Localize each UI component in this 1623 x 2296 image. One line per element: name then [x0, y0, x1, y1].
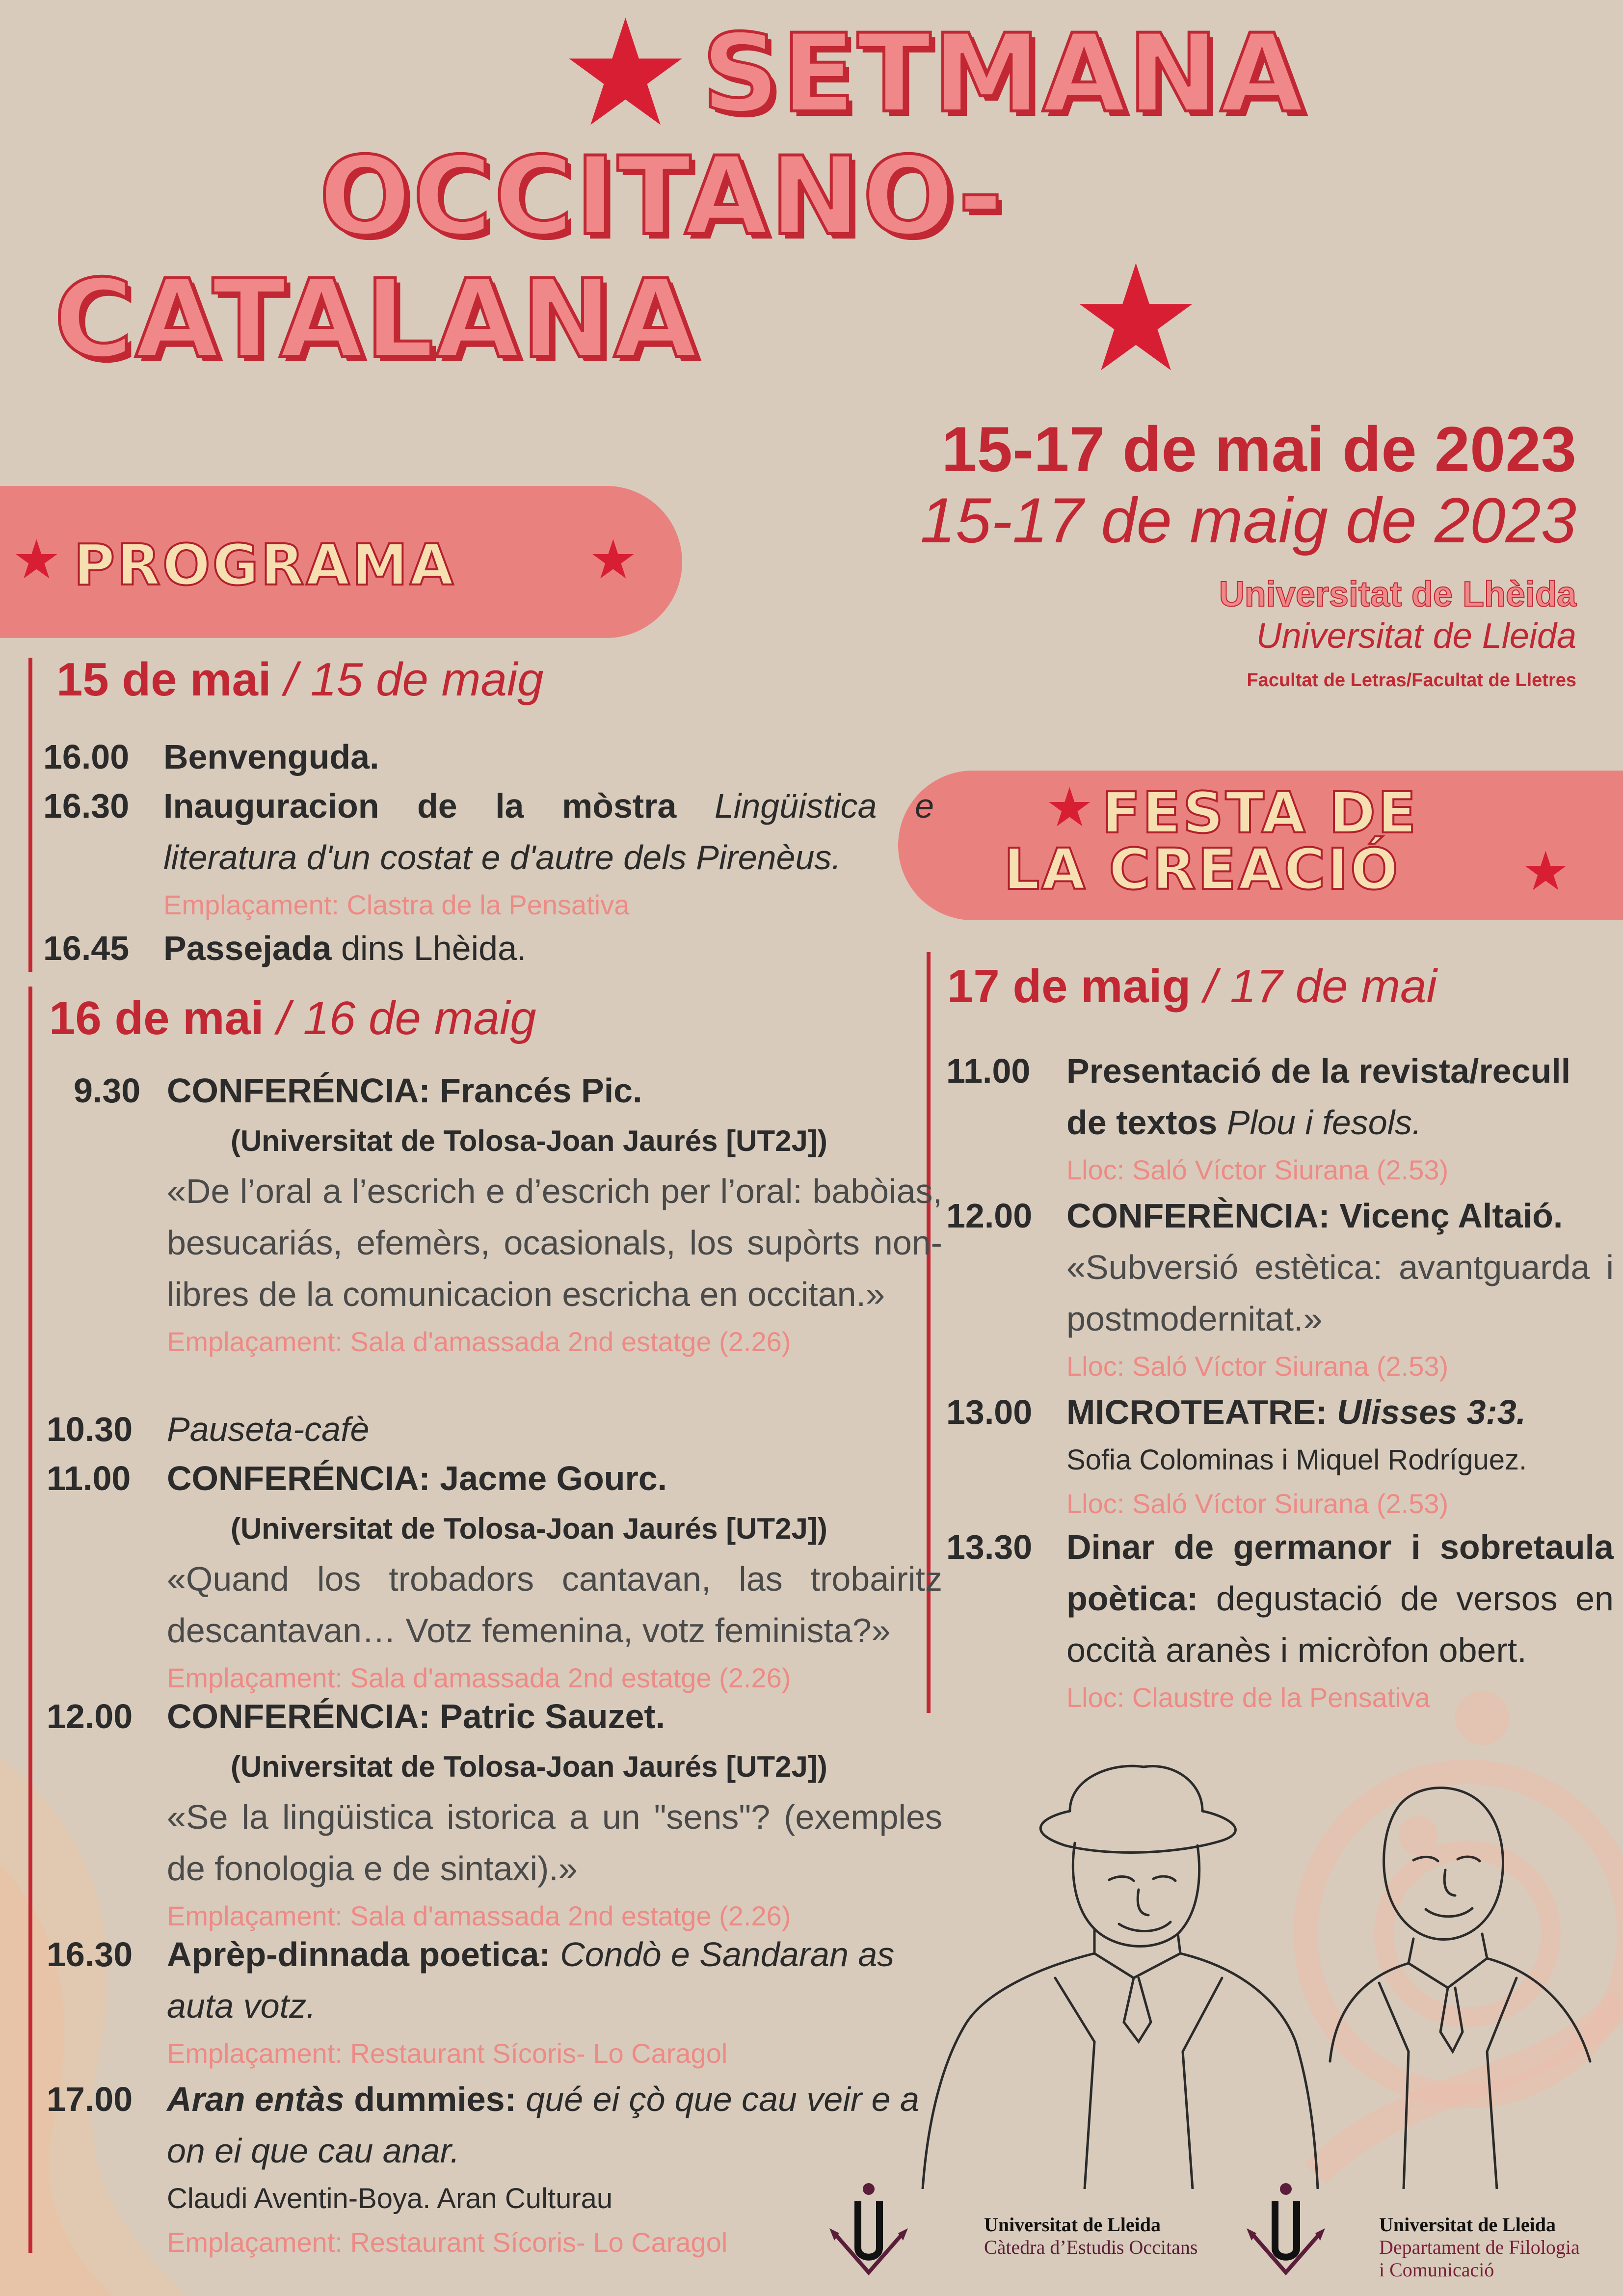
location: Lloc: Saló Víctor Siurana (2.53) [1066, 1154, 1449, 1185]
star-icon: ★ [1070, 233, 1202, 404]
location: Lloc: Saló Víctor Siurana (2.53) [1066, 1351, 1449, 1382]
faculty: Facultat de Letras/Facultat de Lletres [1247, 670, 1576, 691]
dates-occitan: 15-17 de mai de 2023 [941, 413, 1576, 485]
university-catalan: Universitat de Lleida [1256, 616, 1576, 656]
location: Lloc: Saló Víctor Siurana (2.53) [1066, 1488, 1449, 1519]
day3-event-1: 11.00 Presentació de la revista/recull de textos Plou i fesols. Lloc: Saló Víctor Siurana (2.53) [946, 1045, 1614, 1193]
location: Emplaçament: Sala d'amassada 2nd estatge (2.26) [167, 1326, 791, 1357]
day2-event-4: 12.00 CONFERÉNCIA: Patric Sauzet. (Universitat de Tolosa-Joan Jaurés [UT2J]) «Se la lingüistica istorica a un "sens"? (exemples de fonologia e de sintaxi).» Emplaçament: Sala d'amassada 2nd estatge (2.26) [47, 1691, 901, 1931]
day3-event-4: 13.30 Dinar de germanor i sobretaula poètica: degustació de versos en occità aranès i micròfon obert. Lloc: Claustre de la Pensativa [946, 1522, 1614, 1728]
logo-right-text: Universitat de Lleida Departament de Filologia i Comunicació [1379, 2214, 1580, 2281]
star-icon: ★ [559, 0, 692, 159]
dates-catalan: 15-17 de maig de 2023 [920, 484, 1576, 556]
location: Emplaçament: Sala d'amassada 2nd estatge (2.26) [167, 1900, 791, 1931]
location: Emplaçament: Restaurant Sícoris- Lo Caragol [167, 2038, 728, 2069]
star-icon: ★ [1045, 776, 1094, 839]
location: Lloc: Claustre de la Pensativa [1066, 1682, 1430, 1713]
location: Emplaçament: Restaurant Sícoris- Lo Caragol [167, 2227, 728, 2258]
university-logo-icon [1247, 2179, 1325, 2277]
title-line-1: SETMANA [702, 11, 1306, 136]
location: Emplaçament: Clastra de la Pensativa [163, 889, 630, 920]
day2-event-1: 9.30 CONFERÉNCIA: Francés Pic. (Universitat de Tolosa-Joan Jaurés [UT2J]) «De l’oral a l’escrich e d’escrich per l’oral: babòias, besucariás, efemèrs, ocasionals, los supòrts non-libres de la comunicacion escricha en occitan.» Emplaçament: Sala d'amassada 2nd estatge (2.26) [47, 1065, 901, 1404]
festa-label-line-2: LA CREACIÓ [1004, 837, 1400, 903]
day1-divider [28, 658, 32, 972]
title-line-3: CATALANA [54, 256, 699, 382]
day1-event-3: 16.45 Passejada dins Lhèida. [43, 929, 527, 967]
star-icon: ★ [589, 528, 638, 591]
day2-divider [28, 987, 32, 2253]
star-icon: ★ [12, 528, 61, 591]
programa-label: PROGRAMA [74, 533, 455, 598]
logo-left-text: Universitat de Lleida Càtedra d’Estudis Occitans [984, 2214, 1198, 2258]
day2-event-2: 10.30 Pauseta-cafè [47, 1410, 370, 1448]
day2-heading: 16 de mai / 16 de maig [49, 992, 536, 1044]
day2-event-6: 17.00 Aran entàs dummies: qué ei çò que cau veir e a on ei que cau anar. Claudi Aventin-Boya. Aran Culturau Emplaçament: Restaurant Sícoris- Lo Caragol [47, 2074, 901, 2270]
location: Emplaçament: Sala d'amassada 2nd estatge (2.26) [167, 1662, 791, 1693]
day1-event-1: 16.00 Benvenguda. [43, 738, 379, 776]
day3-heading: 17 de maig / 17 de mai [947, 960, 1437, 1013]
title-line-2: OCCITANO- [319, 133, 1005, 259]
day3-event-3: 13.00 MICROTEATRE: Ulisses 3:3. Sofia Colominas i Miquel Rodríguez. Lloc: Saló Víctor Siurana (2.53) [946, 1387, 1614, 1529]
day1-heading: 15 de mai / 15 de maig [56, 653, 544, 706]
portrait-illustration [908, 1747, 1615, 2189]
day2-event-3: 11.00 CONFERÉNCIA: Jacme Gourc. (Universitat de Tolosa-Joan Jaurés [UT2J]) «Quand los trobadors cantavan, las trobairitz descantavan… Votz femenina, votz feminista?» Emplaçament: Sala d'amassada 2nd estatge (2.26) [47, 1453, 901, 1693]
university-occitan: Universitat de Lhèida [1219, 575, 1576, 614]
university-logo-icon [829, 2179, 908, 2277]
day3-event-2: 12.00 CONFERÈNCIA: Vicenç Altaió. «Subversió estètica: avantguarda i postmodernitat.» Lloc: Saló Víctor Siurana (2.53) [946, 1190, 1614, 1387]
day2-event-5: 16.30 Aprèp-dinnada poetica: Condò e Sandaran as auta votz. Emplaçament: Restaurant Sícoris- Lo Caragol [47, 1929, 901, 2076]
festa-label-line-1: FESTA DE [1102, 780, 1418, 846]
day1-event-2: 16.30 Inauguracion de la mòstra Lingüistica e literatura d'un costat e d'autre dels Pirenèus. Emplaçament: Clastra de la Pensativa [43, 780, 897, 928]
star-icon: ★ [1521, 840, 1570, 903]
